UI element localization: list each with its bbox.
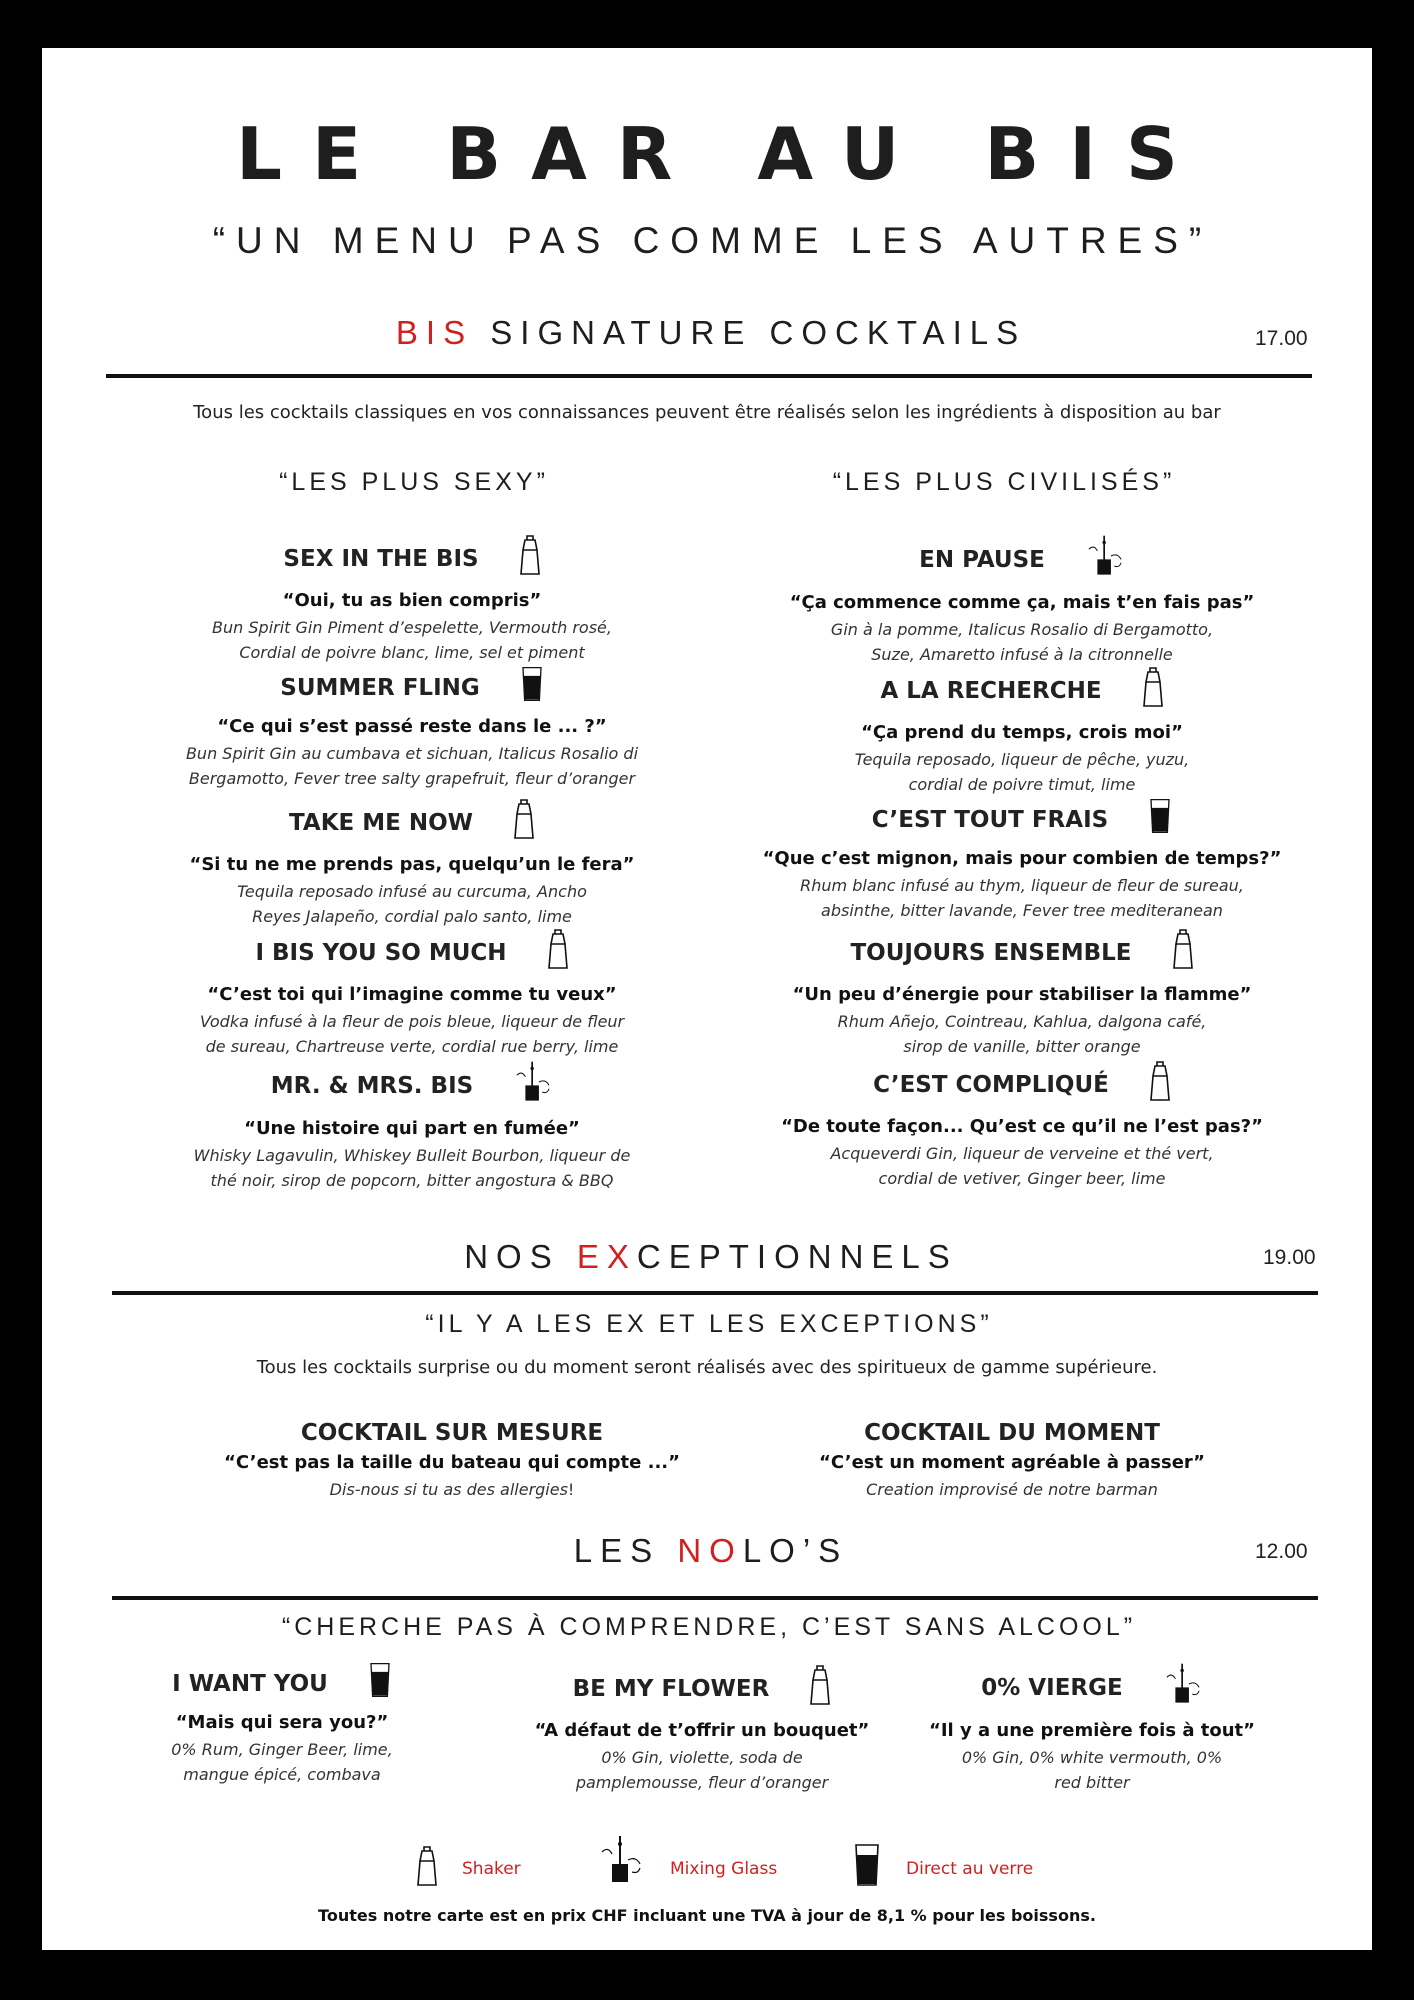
item-name: C’EST COMPLIQUÉ	[873, 1071, 1109, 1098]
item-description	[192, 1477, 712, 1502]
item-description	[162, 615, 662, 665]
item-name: I BIS YOU SO MUCH	[255, 939, 507, 966]
section-divider	[106, 374, 1312, 378]
item-description-line: sirop de vanille, bitter orange	[903, 1037, 1141, 1056]
shaker-icon	[1172, 928, 1194, 974]
item-description-line: Cordial de poivre blanc, lime, sel et piment	[239, 643, 585, 662]
item-description	[742, 1009, 1302, 1059]
item-description-line: Tequila reposado, liqueur de pêche, yuzu,	[854, 750, 1190, 769]
exceptionnels-price: 19.00	[1263, 1246, 1316, 1269]
menu-item	[102, 1666, 462, 1787]
section-divider	[112, 1291, 1318, 1295]
item-description-line: Rhum Añejo, Cointreau, Kahlua, dalgona café,	[837, 1012, 1207, 1031]
mixing-glass-icon	[513, 1060, 553, 1108]
menu-item	[742, 802, 1302, 923]
item-description	[162, 741, 662, 791]
item-description	[102, 1737, 462, 1787]
glass-icon	[368, 1662, 392, 1702]
legend-mixing-label: Mixing Glass	[670, 1859, 778, 1879]
item-quote: “C’est un moment agréable à passer”	[819, 1452, 1205, 1473]
item-description-line: Bun Spirit Gin Piment d’espelette, Vermouth rosé,	[212, 618, 612, 637]
exceptionnels-heading-text-a: NOS	[464, 1238, 577, 1275]
signature-heading-accent: BIS	[395, 314, 474, 351]
nolos-heading-accent: NO	[677, 1532, 743, 1569]
item-description-line: mangue épicé, combava	[183, 1765, 381, 1784]
item-quote: “Une histoire qui part en fumée”	[244, 1118, 580, 1139]
menu-item	[742, 932, 1302, 1059]
item-quote: “Ça commence comme ça, mais t’en fais pas”	[789, 592, 1255, 613]
glass-icon	[520, 666, 544, 706]
shaker-icon	[547, 928, 569, 974]
mixing-glass-icon	[1163, 1662, 1203, 1710]
item-description-line: pamplemousse, fleur d’oranger	[575, 1773, 829, 1792]
left-column-title: “LES PLUS SEXY”	[279, 468, 549, 496]
item-description-line: Tequila reposado infusé au curcuma, Ancho	[237, 882, 587, 901]
item-description-italic: Dis-nous si tu as des allergies	[329, 1480, 568, 1499]
item-name: SEX IN THE BIS	[283, 545, 479, 572]
nolos-heading-text-a: LES	[573, 1532, 678, 1569]
item-name: A LA RECHERCHE	[880, 677, 1102, 704]
shaker-icon	[1142, 666, 1164, 712]
footer-note: Toutes notre carte est en prix CHF incluant une TVA à jour de 8,1 % pour les boissons.	[318, 1906, 1096, 1925]
item-description-line: red bitter	[1054, 1773, 1130, 1792]
item-name: I WANT YOU	[172, 1670, 328, 1697]
item-quote: “Un peu d’énergie pour stabiliser la flamme”	[792, 984, 1252, 1005]
item-quote: “Oui, tu as bien compris”	[282, 590, 542, 611]
mixing-glass-icon	[598, 1834, 644, 1886]
item-description-line: de sureau, Chartreuse verte, cordial rue berry, lime	[205, 1037, 619, 1056]
shaker-icon	[519, 534, 541, 580]
signature-note: Tous les cocktails classiques en vos connaissances peuvent être réalisés selon les ingrédients à disposition au bar	[193, 402, 1221, 423]
item-description-line: Reyes Jalapeño, cordial palo santo, lime	[252, 907, 572, 926]
item-name: BE MY FLOWER	[572, 1675, 770, 1702]
item-name: C’EST TOUT FRAIS	[871, 806, 1109, 833]
item-description-line: Rhum blanc infusé au thym, liqueur de fleur de sureau,	[800, 876, 1244, 895]
item-description-line: cordial de vetiver, Ginger beer, lime	[878, 1169, 1166, 1188]
item-quote: “Ça prend du temps, crois moi”	[861, 722, 1183, 743]
legend-direct-label: Direct au verre	[906, 1859, 1034, 1879]
item-description	[742, 747, 1302, 797]
item-description	[892, 1745, 1292, 1795]
item-description	[162, 1143, 662, 1193]
item-description-line: 0% Gin, violette, soda de	[601, 1748, 803, 1767]
item-description-line: thé noir, sirop de popcorn, bitter angostura & BBQ	[210, 1171, 614, 1190]
menu-item	[162, 1064, 662, 1193]
item-description-line: Whisky Lagavulin, Whiskey Bulleit Bourbon, liqueur de	[193, 1146, 631, 1165]
item-description-line: absinthe, bitter lavande, Fever tree mediteranean	[821, 901, 1223, 920]
item-quote: “A défaut de t’offrir un bouquet”	[534, 1720, 870, 1741]
item-name: MR. & MRS. BIS	[270, 1072, 474, 1099]
item-description	[482, 1745, 922, 1795]
item-name: 0% VIERGE	[981, 1674, 1123, 1701]
menu-item	[752, 1420, 1272, 1502]
item-quote: “C’est pas la taille du bateau qui compte ...”	[224, 1452, 680, 1473]
exceptionnels-heading-accent: EX	[576, 1238, 637, 1275]
item-description-line: Acqueverdi Gin, liqueur de verveine et thé vert,	[830, 1144, 1214, 1163]
shaker-icon	[513, 798, 535, 844]
item-quote: “Si tu ne me prends pas, quelqu’un le fera”	[189, 854, 635, 875]
shaker-icon	[809, 1664, 831, 1710]
exceptionnels-heading	[42, 1238, 1372, 1276]
item-name: TAKE ME NOW	[288, 809, 474, 836]
item-quote: “Mais qui sera you?”	[175, 1712, 389, 1733]
shaker-icon	[416, 1845, 438, 1887]
nolos-heading-text-b: LO’S	[742, 1532, 849, 1569]
item-description-line: Bun Spirit Gin au cumbava et sichuan, Italicus Rosalio di	[185, 744, 639, 763]
menu-item	[742, 670, 1302, 797]
menu-item	[162, 802, 662, 929]
page-title: LE BAR AU BIS	[236, 112, 1208, 196]
menu-item	[892, 1666, 1292, 1795]
glass-icon	[1148, 798, 1172, 838]
signature-price: 17.00	[1255, 327, 1308, 350]
item-description	[742, 1141, 1302, 1191]
item-description-line: 0% Gin, 0% white vermouth, 0%	[961, 1748, 1223, 1767]
nolos-subtitle: “CHERCHE PAS À COMPRENDRE, C’EST SANS ALCOOL”	[281, 1613, 1137, 1641]
item-description	[742, 617, 1302, 667]
menu-item	[742, 1064, 1302, 1191]
item-description-plain: !	[567, 1480, 575, 1499]
exceptionnels-heading-text-b: CEPTIONNELS	[636, 1238, 958, 1275]
item-description-line: Bergamotto, Fever tree salty grapefruit, fleur d’oranger	[188, 769, 636, 788]
legend-shaker-label: Shaker	[462, 1859, 521, 1879]
item-name: SUMMER FLING	[280, 674, 480, 701]
item-description-line: Gin à la pomme, Italicus Rosalio di Bergamotto,	[830, 620, 1214, 639]
item-description	[742, 873, 1302, 923]
item-description-line: Suze, Amaretto infusé à la citronnelle	[871, 645, 1173, 664]
nolos-heading	[42, 1532, 1372, 1570]
item-description-line: Vodka infusé à la fleur de pois bleue, liqueur de fleur	[199, 1012, 625, 1031]
item-description	[162, 879, 662, 929]
menu-item	[482, 1668, 922, 1795]
nolos-price: 12.00	[1255, 1540, 1308, 1563]
menu-page	[42, 48, 1372, 1950]
item-description: Creation improvisé de notre barman	[866, 1480, 1158, 1499]
exceptionnels-note: Tous les cocktails surprise ou du moment seront réalisés avec des spiritueux de gamme supérieure.	[256, 1357, 1158, 1378]
shaker-icon	[1149, 1060, 1171, 1106]
menu-item	[162, 538, 662, 665]
item-quote: “Ce qui s’est passé reste dans le ... ?”	[217, 716, 607, 737]
item-name: COCKTAIL DU MOMENT	[864, 1420, 1160, 1446]
menu-item	[162, 932, 662, 1059]
item-name: EN PAUSE	[919, 546, 1045, 573]
item-name: TOUJOURS ENSEMBLE	[850, 939, 1132, 966]
tagline: “UN MENU PAS COMME LES AUTRES”	[212, 220, 1213, 261]
item-quote: “De toute façon... Qu’est ce qu’il ne l’est pas?”	[781, 1116, 1263, 1137]
mixing-glass-icon	[1085, 534, 1125, 582]
menu-item	[742, 538, 1302, 667]
item-description	[162, 1009, 662, 1059]
signature-heading-text: SIGNATURE COCKTAILS	[473, 314, 1027, 351]
item-quote: “Que c’est mignon, mais pour combien de temps?”	[762, 848, 1282, 869]
signature-heading	[42, 314, 1372, 352]
item-name: COCKTAIL SUR MESURE	[300, 1420, 604, 1446]
right-column-title: “LES PLUS CIVILISÉS”	[832, 468, 1176, 496]
item-description-line: cordial de poivre timut, lime	[908, 775, 1136, 794]
section-divider	[112, 1596, 1318, 1600]
item-quote: “Il y a une première fois à tout”	[929, 1720, 1255, 1741]
exceptionnels-subtitle: “IL Y A LES EX ET LES EXCEPTIONS”	[425, 1310, 993, 1338]
glass-icon	[854, 1843, 880, 1887]
menu-item	[162, 670, 662, 791]
item-quote: “C’est toi qui l’imagine comme tu veux”	[207, 984, 617, 1005]
item-description-line: 0% Rum, Ginger Beer, lime,	[171, 1740, 393, 1759]
menu-item	[192, 1420, 712, 1502]
